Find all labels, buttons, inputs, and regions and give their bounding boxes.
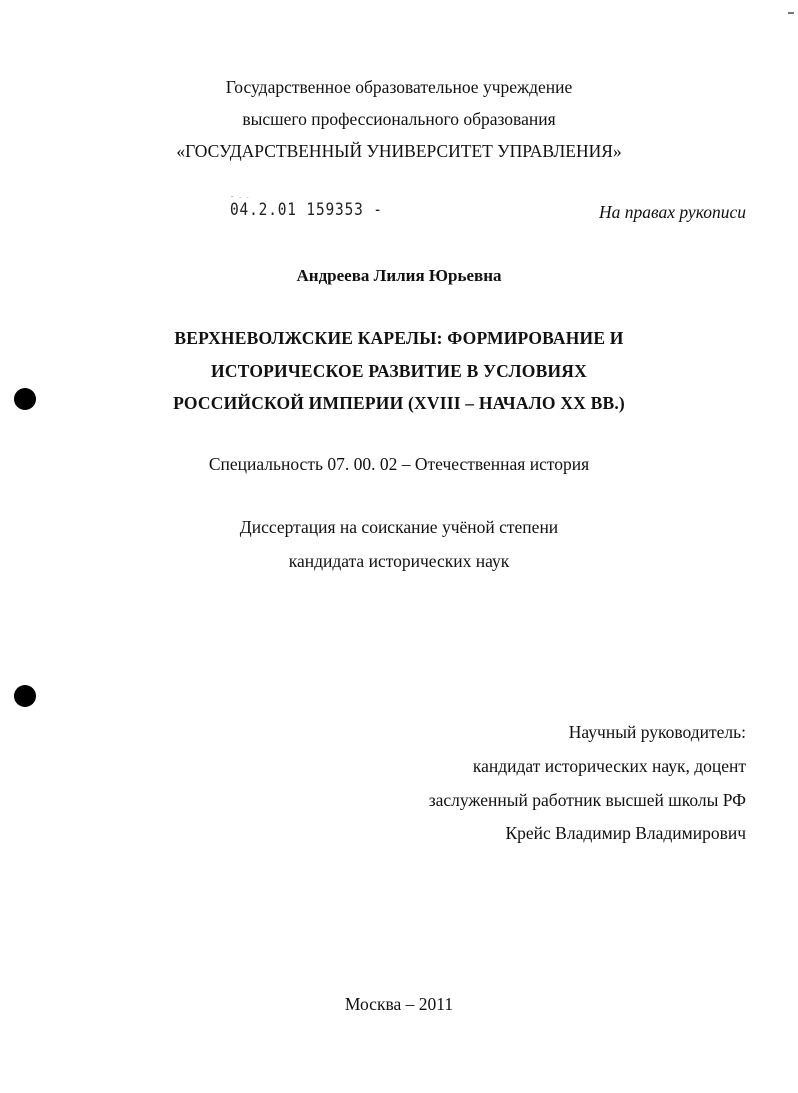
punch-hole-bottom	[14, 685, 36, 707]
rights-note: На правах рукописи	[599, 202, 746, 222]
institution-line-2: высшего профессионального образования	[242, 109, 556, 129]
title-line-1: ВЕРХНЕВОЛЖСКИЕ КАРЕЛЫ: ФОРМИРОВАНИЕ И	[174, 328, 624, 348]
degree-line-2: кандидата исторических наук	[288, 551, 510, 571]
stamp-dots: - . .	[231, 193, 251, 200]
title-line-2: ИСТОРИЧЕСКОЕ РАЗВИТИЕ В УСЛОВИЯХ	[211, 361, 587, 381]
author-name: Андреева Лилия Юрьевна	[296, 266, 502, 285]
punch-hole-top	[14, 388, 36, 410]
supervisor-label: Научный руководитель:	[568, 722, 746, 742]
specialty: Специальность 07. 00. 02 – Отечественная история	[208, 454, 590, 474]
title-line-3: РОССИЙСКОЙ ИМПЕРИИ (XVIII – НАЧАЛО XX ВВ.)	[173, 393, 625, 413]
institution-line-1: Государственное образовательное учреждение	[225, 77, 573, 97]
degree-line-1: Диссертация на соискание учёной степени	[239, 517, 559, 537]
supervisor-honor: заслуженный работник высшей школы РФ	[428, 790, 746, 810]
scan-edge-mark	[788, 12, 794, 14]
supervisor-name: Крейс Владимир Владимирович	[505, 823, 746, 843]
supervisor-degree: кандидат исторических наук, доцент	[472, 756, 746, 776]
registration-stamp: 04.2.01 159353 -	[230, 200, 383, 220]
city-year: Москва – 2011	[344, 994, 454, 1014]
institution-line-3: «ГОСУДАРСТВЕННЫЙ УНИВЕРСИТЕТ УПРАВЛЕНИЯ»	[176, 141, 622, 161]
